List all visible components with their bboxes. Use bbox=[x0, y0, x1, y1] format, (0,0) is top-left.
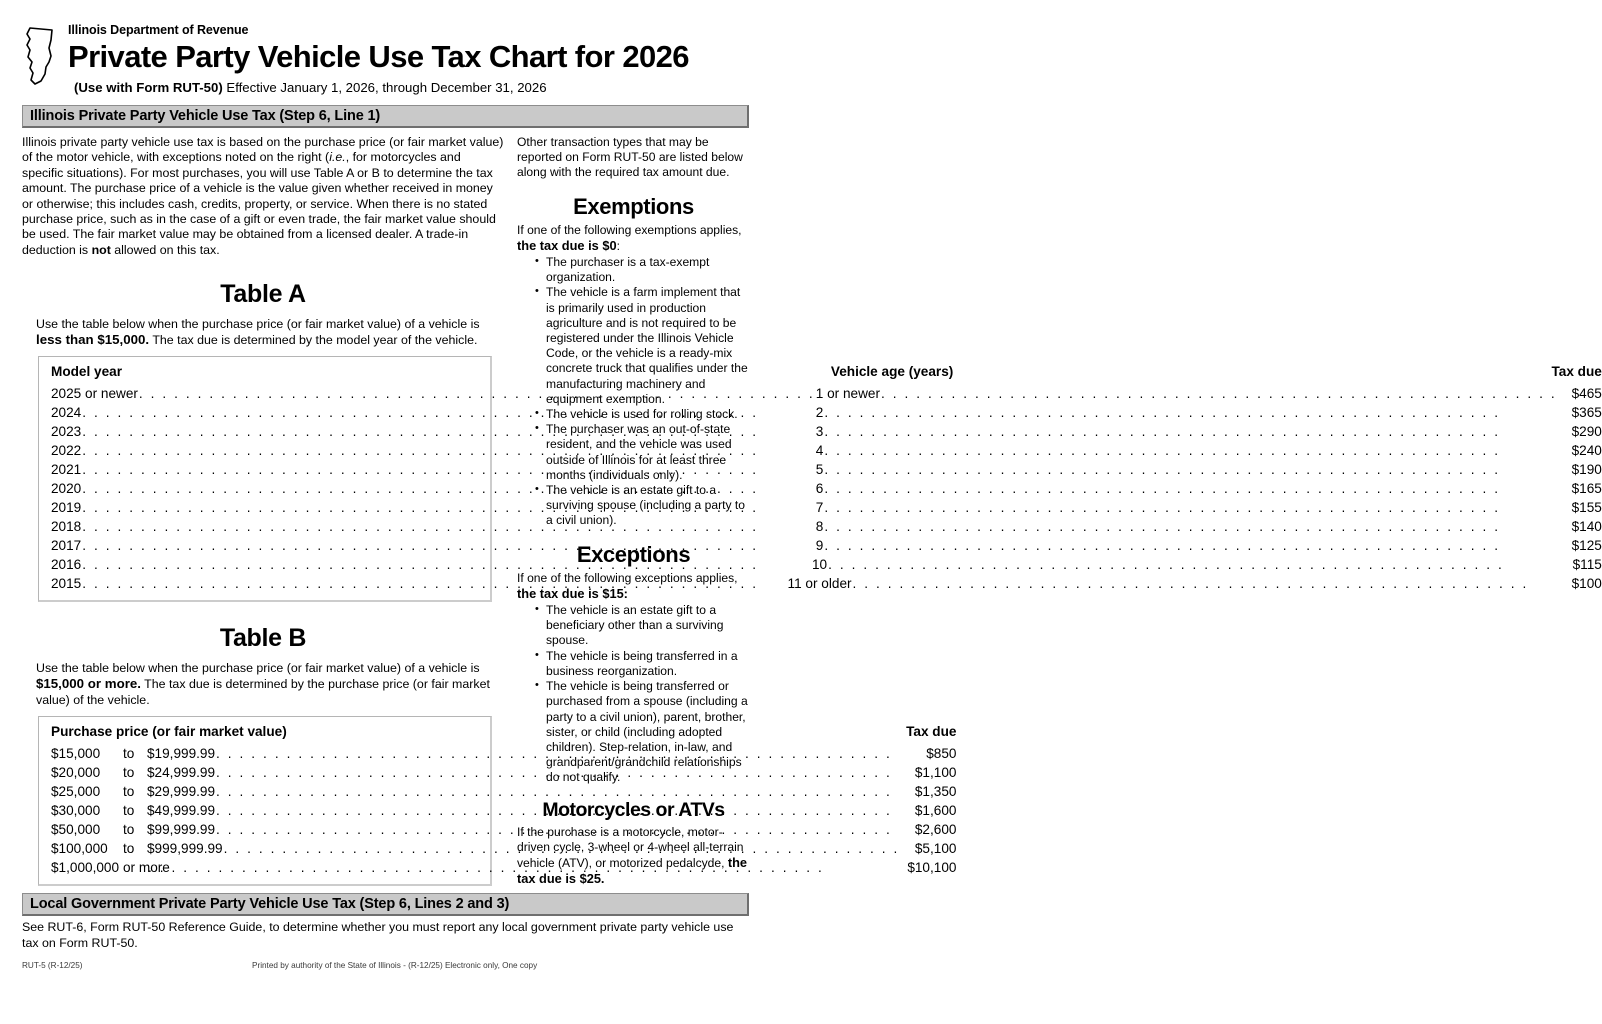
page-title: Private Party Vehicle Use Tax Chart for 2026 bbox=[68, 39, 689, 74]
table-b-title: Table B bbox=[219, 624, 307, 653]
right-column bbox=[514, 135, 750, 887]
table-row bbox=[51, 498, 1602, 517]
table-b-header-purchase-price: Purchase price (or fair market value) bbox=[51, 724, 287, 740]
exemption-item: • The purchaser is a tax-exempt organization. bbox=[535, 255, 750, 285]
cell-tax-due: $1,350 bbox=[914, 784, 957, 800]
table-row bbox=[51, 517, 1602, 536]
table-b-intro-part-1: Use the table below when the purchase price (or fair market value) of a vehicle is bbox=[36, 661, 480, 676]
content-columns bbox=[22, 135, 1602, 887]
cell-tax-due: $465 bbox=[1571, 386, 1602, 402]
table-a-row-cells bbox=[51, 498, 1602, 517]
exemptions-lead-part-2: : bbox=[616, 238, 620, 253]
table-row bbox=[51, 574, 1602, 593]
table-b-head bbox=[51, 723, 956, 744]
cell-model-year: 2022 bbox=[51, 443, 82, 459]
exemptions-tax-amount: the tax due is $0 bbox=[517, 237, 617, 253]
cell-vehicle-age: 11 or older bbox=[787, 576, 852, 592]
table-row bbox=[51, 801, 956, 820]
cell-price-connector: to bbox=[123, 784, 135, 800]
exemption-item: • The vehicle is an estate gift to a surviving spouse (including a party to a civil union). bbox=[535, 483, 750, 529]
cell-price-low: $15,000 bbox=[51, 746, 101, 762]
exemption-item: • The vehicle is used for rolling stock. bbox=[535, 407, 750, 422]
table-b-body bbox=[51, 744, 956, 877]
cell-model-year: 2024 bbox=[51, 405, 82, 421]
print-authority-statement: Printed by authority of the State of Illinois - (R-12/25) Electronic only, One copy bbox=[252, 960, 538, 970]
cell-price-low: $100,000 bbox=[51, 841, 108, 857]
cell-vehicle-age: 6 bbox=[815, 481, 824, 497]
table-a-row-cells bbox=[51, 403, 1602, 422]
intro-not-emphasis: not bbox=[91, 242, 111, 257]
effective-dates: Effective January 1, 2026, through December 31, 2026 bbox=[222, 80, 547, 95]
table-a-row-cells bbox=[51, 422, 1602, 441]
table-row bbox=[51, 744, 956, 763]
table-a-row-cells bbox=[51, 460, 1602, 479]
sidebar-lead-paragraph: Other transaction types that may be reported on Form RUT-50 are listed below along with the required tax amount due. bbox=[517, 135, 743, 180]
cell-vehicle-age: 5 bbox=[815, 462, 824, 478]
exception-item: • The vehicle is being transferred in a business reorganization. bbox=[535, 649, 750, 679]
table-b-header-tax-due: Tax due bbox=[906, 724, 957, 740]
cell-model-year: 2016 bbox=[51, 557, 82, 573]
cell-tax-due: $140 bbox=[1571, 519, 1602, 535]
table-row bbox=[51, 858, 956, 877]
cell-vehicle-age: 10 bbox=[811, 557, 828, 573]
exemptions-lead bbox=[517, 223, 750, 254]
table-b-row-cells bbox=[51, 744, 956, 763]
cell-price-low: $25,000 bbox=[51, 784, 101, 800]
leader-dots bbox=[824, 500, 1557, 515]
footer-note: See RUT-6, Form RUT-50 Reference Guide, to determine whether you must report any local government private party vehicle use tax on Form RUT-50. bbox=[22, 920, 734, 950]
table-a-body bbox=[51, 384, 1602, 593]
table-a-row-cells bbox=[51, 479, 1602, 498]
table-row bbox=[51, 422, 1602, 441]
table-a-row-cells bbox=[51, 441, 1602, 460]
cell-price-connector: to bbox=[123, 841, 135, 857]
illinois-state-outline-icon bbox=[22, 22, 64, 88]
intro-part-3: allowed on this tax. bbox=[110, 242, 220, 257]
table-row bbox=[51, 820, 956, 839]
cell-model-year: 2017 bbox=[51, 538, 82, 554]
cell-model-year: 2015 bbox=[51, 576, 82, 592]
table-row bbox=[51, 839, 956, 858]
intro-paragraph bbox=[22, 135, 504, 258]
leader-dots bbox=[824, 405, 1557, 420]
table-b-grid bbox=[51, 723, 956, 877]
leader-dots bbox=[824, 462, 1557, 477]
cell-price-connector: to bbox=[123, 765, 135, 781]
table-a-row-cells bbox=[51, 517, 1602, 536]
exceptions-tax-amount: the tax due is $15: bbox=[517, 585, 628, 601]
cell-model-year: 2020 bbox=[51, 481, 82, 497]
cell-tax-due: $290 bbox=[1571, 424, 1602, 440]
exceptions-list bbox=[517, 603, 750, 785]
cell-price-high: $999,999.99 bbox=[147, 841, 223, 857]
cell-vehicle-age: 7 bbox=[815, 500, 824, 516]
intro-part-1: Illinois private party vehicle use tax is based on the purchase price (or fair market value) of the motor vehicle, with exceptions noted on the right ( bbox=[22, 135, 504, 165]
exceptions-heading: Exceptions bbox=[576, 541, 691, 567]
leader-dots bbox=[824, 443, 1557, 458]
exceptions-lead bbox=[517, 571, 750, 602]
table-row bbox=[51, 460, 1602, 479]
cell-tax-due: $240 bbox=[1571, 443, 1602, 459]
cell-tax-due: $155 bbox=[1571, 500, 1602, 516]
exemptions-lead-part-1: If one of the following exemptions applies, bbox=[517, 222, 742, 237]
form-revision-id: RUT-5 (R-12/25) bbox=[22, 960, 83, 970]
table-a-row-cells bbox=[51, 536, 1602, 555]
cell-tax-due: $125 bbox=[1571, 538, 1602, 554]
footer-section bbox=[22, 893, 750, 969]
table-a-threshold: less than $15,000. bbox=[36, 332, 150, 348]
motorcycles-text bbox=[517, 825, 750, 888]
cell-tax-due: $165 bbox=[1571, 481, 1602, 497]
cell-vehicle-age: 8 bbox=[815, 519, 824, 535]
leader-dots bbox=[828, 557, 1557, 572]
leader-dots bbox=[824, 538, 1557, 553]
section-banner-illinois-tax: Illinois Private Party Vehicle Use Tax (Step 6, Line 1) bbox=[22, 105, 749, 128]
table-row bbox=[51, 782, 956, 801]
cell-tax-due: $10,100 bbox=[907, 860, 957, 876]
department-name: Illinois Department of Revenue bbox=[68, 23, 249, 37]
section-banner-local-government: Local Government Private Party Vehicle Use Tax (Step 6, Lines 2 and 3) bbox=[22, 893, 749, 916]
cell-price-high: $99,999.99 bbox=[147, 822, 216, 838]
motorcycles-text-part-1: If the purchase is a motorcycle, motor-driven cycle, 3-wheel or 4-wheel all-terrain vehicle (ATV), or motorized pedalcyde, bbox=[517, 824, 744, 870]
table-a-title: Table A bbox=[220, 280, 306, 309]
exceptions-lead-part-1: If one of the following exceptions applies, bbox=[517, 570, 738, 585]
effective-dates-line bbox=[74, 79, 750, 96]
table-a-header-tax-due: Tax due bbox=[1551, 364, 1602, 380]
table-a-header-vehicle-age: Vehicle age (years) bbox=[830, 364, 954, 380]
exemptions-heading: Exemptions bbox=[573, 193, 694, 219]
table-b-intro-part-2: The tax due is determined by the purchase price (or fair market value) of the vehicle. bbox=[36, 677, 490, 708]
table-row bbox=[51, 763, 956, 782]
table-a-intro-part-2: The tax due is determined by the model year of the vehicle. bbox=[149, 333, 478, 348]
exemption-item: • The purchaser was an out-of-state resident, and the vehicle was used outside of Illinois for at least three months (individuals only). bbox=[535, 422, 750, 483]
cell-tax-due: $190 bbox=[1571, 462, 1602, 478]
cell-price-high: $29,999.99 bbox=[147, 784, 216, 800]
cell-model-year: 2021 bbox=[51, 462, 82, 478]
cell-tax-due: $2,600 bbox=[914, 822, 957, 838]
cell-model-year: 2023 bbox=[51, 424, 82, 440]
table-row bbox=[51, 536, 1602, 555]
cell-tax-due: $5,100 bbox=[914, 841, 957, 857]
table-b-header-row bbox=[51, 723, 956, 744]
motorcycles-heading: Motorcycles or ATVs bbox=[542, 798, 725, 821]
cell-price-high: $49,999.99 bbox=[147, 803, 216, 819]
cell-price-high: $19,999.99 bbox=[147, 746, 216, 762]
table-a-row-cells bbox=[51, 574, 1602, 593]
table-b-row-cells bbox=[51, 858, 956, 877]
cell-price-low: $50,000 bbox=[51, 822, 101, 838]
table-row bbox=[51, 441, 1602, 460]
cell-price-high: $24,999.99 bbox=[147, 765, 216, 781]
cell-price-connector: or more bbox=[123, 860, 170, 876]
exemption-item: • The vehicle is a farm implement that is primarily used in production agriculture and is not required to be registered under the Illinois Vehicle Code, or the vehicle is a ready-mix concrete truck that qualifies under the manufacturing machinery and equipment exemption. bbox=[535, 285, 750, 407]
cell-vehicle-age: 2 bbox=[815, 405, 824, 421]
table-b-row-cells bbox=[51, 798, 957, 821]
masthead-text bbox=[64, 22, 750, 96]
exception-item: • The vehicle is an estate gift to a beneficiary other than a surviving spouse. bbox=[535, 603, 750, 649]
cell-vehicle-age: 9 bbox=[815, 538, 824, 554]
leader-dots bbox=[853, 576, 1557, 591]
leader-dots bbox=[824, 519, 1557, 534]
cell-model-year: 2019 bbox=[51, 500, 82, 516]
intro-part-2: , for motorcycles and specific situations). For most purchases, you will use Table A or B to determine the tax amount. The purchase price of a vehicle is the value given whether received in money or otherwise; this includes cash, credits, property, or service. When there is no stated purchase price, such as in the case of a gift or even trade, the fair market value should be used. The fair market value may be obtained from a licensed dealer. A trade-in deduction is bbox=[22, 150, 496, 257]
motorcycles-tax-amount: the tax due is $25. bbox=[517, 854, 748, 887]
cell-price-connector: to bbox=[123, 746, 135, 762]
cell-price-connector: to bbox=[123, 822, 135, 838]
table-b-threshold: $15,000 or more. bbox=[36, 676, 141, 692]
masthead bbox=[22, 22, 750, 100]
cell-price-low: $1,000,000 bbox=[51, 860, 120, 876]
cell-vehicle-age: 3 bbox=[815, 424, 824, 440]
table-b-row-cells bbox=[51, 839, 956, 858]
cell-tax-due: $365 bbox=[1571, 405, 1602, 421]
form-reference: (Use with Form RUT-50) bbox=[74, 80, 223, 95]
table-b-row-cells bbox=[51, 763, 956, 782]
table-a-intro bbox=[22, 316, 504, 348]
cell-vehicle-age: 1 or newer bbox=[815, 386, 880, 402]
exemptions-list bbox=[517, 255, 750, 529]
table-a-grid bbox=[51, 363, 1602, 593]
table-row bbox=[51, 479, 1602, 498]
table-row bbox=[51, 384, 1602, 403]
table-row bbox=[51, 555, 1602, 574]
table-b-row-cells bbox=[51, 820, 956, 839]
cell-vehicle-age: 4 bbox=[815, 443, 824, 459]
table-a-row-cells bbox=[51, 555, 1602, 574]
cell-price-connector: to bbox=[123, 803, 135, 819]
table-a-head bbox=[51, 363, 1602, 384]
leader-dots bbox=[824, 481, 1557, 496]
cell-tax-due: $850 bbox=[926, 746, 957, 762]
table-a-intro-part-1: Use the table below when the purchase price (or fair market value) of a vehicle is bbox=[36, 317, 480, 332]
table-a-row-cells bbox=[51, 384, 1602, 403]
table-a-header-model-year: Model year bbox=[51, 364, 123, 380]
leader-dots bbox=[824, 424, 1557, 439]
table-b-row-cells bbox=[51, 782, 956, 801]
cell-model-year: 2018 bbox=[51, 519, 82, 535]
table-a-header-row bbox=[51, 363, 1602, 384]
exception-item: • The vehicle is being transferred or purchased from a spouse (including a party to a civil union), parent, brother, sister, or child (including adopted children). Step-relation, in-law, and grandparent/grandchild relationships do not qualify. bbox=[535, 679, 750, 785]
intro-ie-abbrev: i.e. bbox=[329, 150, 346, 165]
footer-fine-print bbox=[22, 961, 750, 970]
table-b-intro bbox=[22, 660, 504, 708]
cell-tax-due: $100 bbox=[1571, 576, 1602, 592]
leader-dots bbox=[881, 386, 1557, 401]
cell-tax-due: $115 bbox=[1572, 557, 1602, 573]
cell-price-low: $20,000 bbox=[51, 765, 101, 781]
cell-model-year: 2025 or newer bbox=[51, 386, 138, 402]
cell-tax-due: $1,100 bbox=[914, 765, 957, 781]
table-row bbox=[51, 403, 1602, 422]
cell-tax-due: $1,600 bbox=[914, 803, 957, 819]
cell-price-low: $30,000 bbox=[51, 803, 101, 819]
